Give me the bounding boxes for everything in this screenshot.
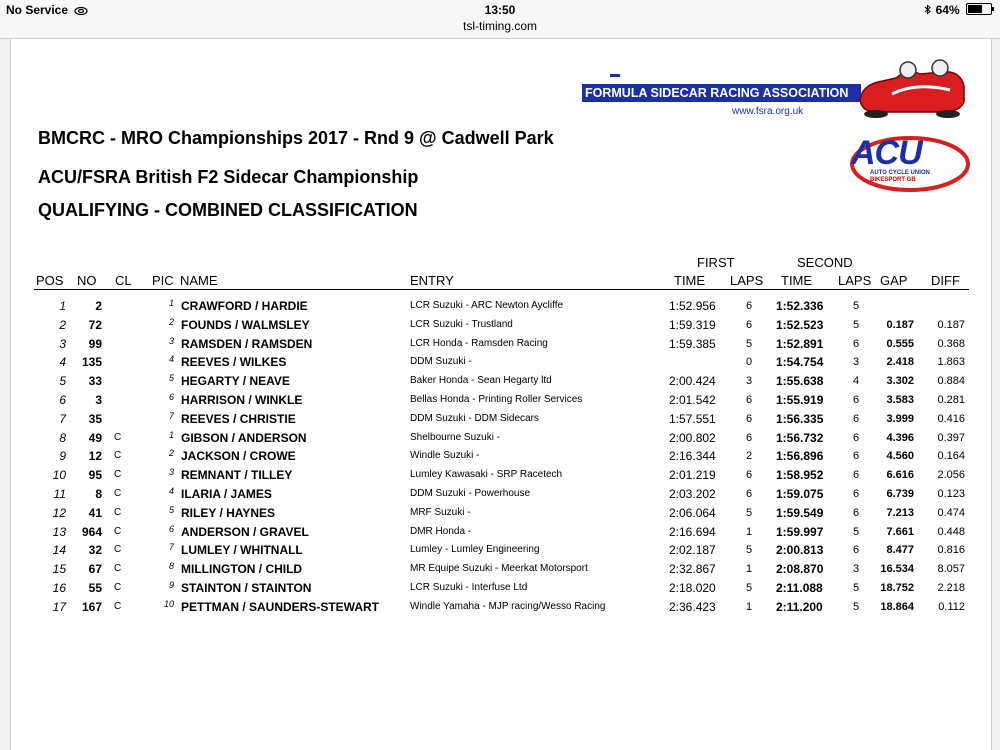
row-first-time: 2:01.542	[669, 393, 716, 407]
row-no: 135	[81, 355, 102, 370]
row-name: REMNANT / TILLEY	[181, 468, 293, 483]
event-title: BMCRC - MRO Championships 2017 - Rnd 9 @ Cadwell Park	[38, 128, 554, 148]
row-second-time: 1:52.336	[776, 299, 824, 313]
row-pic: 9	[168, 580, 174, 590]
row-first-time: 2:36.423	[669, 599, 716, 614]
table-row	[0, 525, 1000, 544]
row-gap: 3.999	[886, 412, 914, 425]
row-entry: LCR Suzuki - Interfuse Ltd	[410, 582, 528, 593]
table-row	[0, 487, 1000, 506]
row-second-laps: 6	[853, 337, 860, 350]
row-second-time: 1:56.335	[776, 411, 824, 426]
row-first-laps: 5	[746, 582, 753, 594]
row-name: PETTMAN / SAUNDERS-STEWART	[181, 599, 379, 614]
row-second-time: 2:00.813	[776, 543, 824, 558]
row-second-laps: 5	[853, 600, 860, 613]
row-second-time: 2:08.870	[776, 562, 824, 577]
row-first-time: 1:52.956	[669, 299, 716, 313]
header-first: FIRST	[697, 255, 735, 270]
row-no: 55	[88, 581, 102, 595]
row-second-laps: 5	[853, 525, 860, 538]
row-class: C	[114, 488, 122, 499]
row-second-time: 1:59.997	[776, 524, 824, 539]
row-first-laps: 2	[746, 450, 753, 463]
table-row	[0, 393, 1000, 412]
row-no: 35	[88, 411, 102, 426]
row-second-laps: 5	[853, 318, 860, 331]
acu-sub-line1: AUTO CYCLE UNION	[870, 170, 930, 176]
row-second-time: 1:54.754	[776, 355, 824, 370]
row-no: 95	[88, 468, 102, 483]
row-name: REEVES / CHRISTIE	[181, 411, 296, 426]
row-name: ILARIA / JAMES	[181, 487, 272, 501]
row-pic: 3	[168, 467, 174, 478]
row-second-time: 1:58.952	[776, 468, 824, 483]
row-name: HEGARTY / NEAVE	[181, 374, 290, 389]
row-pos: 13	[52, 524, 66, 539]
row-name: LUMLEY / WHITNALL	[181, 543, 303, 558]
row-first-time: 2:18.020	[669, 581, 716, 595]
fsra-logo-accent	[610, 74, 620, 77]
row-gap: 7.661	[886, 525, 914, 538]
row-entry: DMR Honda -	[410, 525, 472, 537]
row-no: 3	[95, 393, 102, 407]
row-first-laps: 6	[746, 394, 753, 406]
acu-logo	[846, 134, 972, 196]
row-gap: 8.477	[886, 544, 914, 557]
row-gap: 2.418	[886, 356, 914, 369]
row-first-laps: 6	[746, 300, 753, 312]
acu-logo-text: ACU	[851, 134, 922, 172]
row-second-time: 1:55.638	[776, 374, 824, 389]
row-diff: 1.863	[937, 356, 965, 369]
row-pic: 6	[168, 523, 174, 534]
row-pos: 14	[52, 543, 66, 558]
row-first-laps: 6	[746, 469, 753, 482]
row-second-laps: 6	[853, 431, 860, 444]
row-first-time: 2:01.219	[669, 468, 716, 483]
row-name: REEVES / WILKES	[181, 355, 287, 370]
header-gap: GAP	[880, 273, 908, 288]
row-first-laps: 1	[746, 600, 753, 613]
header-cl: CL	[115, 273, 132, 288]
row-first-time: 2:16.694	[669, 524, 716, 539]
row-entry: Lumley Kawasaki - SRP Racetech	[410, 469, 563, 481]
row-first-laps: 6	[746, 431, 753, 444]
row-second-time: 2:11.200	[776, 599, 823, 614]
table-row	[0, 449, 1000, 468]
row-diff: 2.056	[937, 469, 965, 482]
row-name: GIBSON / ANDERSON	[181, 430, 307, 445]
row-pic: 1	[168, 429, 174, 440]
header-diff: DIFF	[931, 273, 960, 288]
row-class: C	[114, 469, 122, 481]
row-diff: 0.368	[937, 337, 965, 350]
row-second-time: 1:52.523	[776, 317, 824, 332]
table-row	[0, 431, 1000, 450]
row-second-laps: 4	[853, 375, 860, 388]
table-row	[0, 581, 1000, 600]
row-pos: 9	[59, 449, 66, 464]
status-bar	[0, 0, 1000, 20]
row-name: RILEY / HAYNES	[181, 505, 276, 520]
row-pos: 5	[59, 374, 66, 389]
fsra-logo	[582, 56, 972, 122]
header-second-time: TIME	[781, 273, 813, 288]
row-diff: 0.416	[937, 412, 965, 425]
bluetooth-icon	[924, 4, 932, 15]
row-name: HARRISON / WINKLE	[181, 393, 303, 407]
table-row	[0, 299, 1000, 318]
url-text[interactable]: tsl-timing.com	[462, 19, 537, 33]
row-gap: 0.555	[886, 337, 914, 350]
row-first-time: 2:02.187	[669, 543, 716, 558]
status-right	[924, 3, 992, 17]
row-entry: DDM Suzuki -	[410, 356, 472, 368]
row-name: ANDERSON / GRAVEL	[181, 524, 309, 539]
fsra-logo-name: FORMULA SIDECAR RACING ASSOCIATION	[582, 84, 861, 102]
row-pos: 7	[59, 411, 66, 426]
row-name: RAMSDEN / RAMSDEN	[181, 336, 313, 351]
row-entry: LCR Suzuki - ARC Newton Aycliffe	[410, 300, 564, 311]
row-pic: 2	[168, 316, 174, 327]
row-no: 33	[88, 374, 102, 389]
row-pic: 5	[168, 504, 174, 515]
row-first-time: 2:00.424	[669, 374, 716, 389]
row-pos: 2	[59, 317, 66, 332]
row-entry: DDM Suzuki - DDM Sidecars	[410, 412, 539, 424]
row-no: 49	[88, 430, 102, 445]
battery-percent: 64%	[935, 3, 960, 17]
row-pic: 10	[163, 598, 174, 609]
header-no: NO	[77, 273, 97, 288]
row-no: 41	[88, 505, 102, 520]
row-pos: 11	[53, 487, 66, 501]
row-gap: 3.583	[886, 394, 914, 406]
row-first-laps: 6	[746, 318, 753, 331]
header-second-laps: LAPS	[838, 273, 872, 288]
row-first-time: 1:59.319	[669, 317, 716, 332]
row-second-time: 1:56.732	[776, 430, 824, 445]
table-row	[0, 355, 1000, 374]
table-row	[0, 562, 1000, 581]
row-diff: 0.123	[937, 488, 965, 500]
row-entry: MR Equipe Suzuki - Meerkat Motorsport	[410, 563, 588, 575]
row-second-laps: 6	[853, 412, 860, 425]
row-first-time: 2:06.064	[669, 505, 716, 520]
row-pos: 4	[59, 355, 66, 370]
row-gap: 0.187	[886, 318, 914, 331]
row-no: 99	[88, 336, 102, 351]
header-divider	[34, 289, 969, 290]
row-entry: LCR Honda - Ramsden Racing	[410, 337, 548, 349]
row-first-laps: 5	[746, 544, 753, 557]
row-diff: 2.218	[937, 582, 965, 594]
acu-logo-subtitle	[870, 170, 930, 184]
row-first-time: 2:00.802	[669, 430, 716, 445]
row-second-laps: 6	[853, 394, 860, 406]
header-first-laps: LAPS	[730, 273, 764, 288]
row-class: C	[114, 544, 122, 556]
row-gap: 18.752	[880, 582, 914, 594]
row-name: STAINTON / STAINTON	[181, 581, 312, 595]
row-first-laps: 1	[746, 525, 753, 538]
row-second-laps: 6	[853, 469, 860, 482]
row-no: 67	[88, 562, 102, 577]
carrier-label: No Service	[6, 3, 69, 17]
row-second-laps: 6	[853, 544, 860, 557]
row-class: C	[114, 450, 122, 462]
row-diff: 0.816	[937, 544, 965, 557]
row-name: JACKSON / CROWE	[181, 449, 296, 464]
row-class: C	[114, 431, 122, 443]
row-second-laps: 5	[853, 300, 860, 312]
row-no: 12	[88, 449, 102, 464]
row-diff: 0.474	[937, 506, 965, 519]
row-entry: Lumley - Lumley Engineering	[410, 544, 540, 556]
row-second-laps: 6	[853, 506, 860, 519]
row-pic: 8	[168, 561, 174, 572]
row-second-time: 1:59.549	[776, 505, 824, 520]
row-diff: 0.112	[938, 600, 965, 613]
row-class: C	[114, 525, 122, 537]
row-second-time: 1:56.896	[776, 449, 824, 464]
row-entry: Windle Yamaha - MJP racing/Wesso Racing	[410, 600, 606, 612]
row-entry: Bellas Honda - Printing Roller Services	[410, 394, 583, 405]
row-pic: 5	[168, 373, 174, 384]
row-diff: 8.057	[937, 563, 965, 576]
row-first-time: 2:32.867	[669, 562, 716, 577]
row-entry: DDM Suzuki - Powerhouse	[410, 488, 531, 499]
fsra-logo-url: www.fsra.org.uk	[732, 106, 804, 117]
header-first-time: TIME	[674, 273, 706, 288]
battery-fill	[968, 5, 982, 13]
row-entry: Baker Honda - Sean Hegarty ltd	[410, 375, 552, 387]
table-row	[0, 337, 1000, 356]
row-second-laps: 6	[853, 450, 860, 463]
row-pic: 2	[168, 448, 174, 459]
row-no: 167	[81, 599, 102, 614]
acu-sub-line2: BIKESPORT GB	[870, 177, 916, 183]
row-pos: 17	[52, 599, 66, 614]
battery-icon	[966, 3, 992, 15]
address-bar[interactable]	[0, 18, 1000, 39]
row-entry: MRF Suzuki -	[410, 506, 471, 518]
row-first-time: 2:03.202	[669, 487, 716, 501]
row-diff: 0.884	[937, 375, 965, 388]
row-pos: 3	[59, 336, 66, 351]
row-gap: 6.616	[886, 469, 914, 482]
row-pic: 7	[168, 410, 174, 421]
row-first-laps: 5	[746, 337, 753, 350]
table-row	[0, 600, 1000, 619]
session-title: QUALIFYING - COMBINED CLASSIFICATION	[38, 200, 418, 220]
row-diff: 0.187	[937, 318, 965, 331]
row-gap: 4.560	[886, 450, 914, 463]
row-pic: 1	[168, 298, 174, 308]
row-name: FOUNDS / WALMSLEY	[181, 317, 310, 332]
row-pic: 4	[168, 354, 174, 365]
header-name: NAME	[180, 273, 218, 288]
row-class: C	[114, 600, 122, 612]
table-row	[0, 543, 1000, 562]
row-gap: 7.213	[886, 506, 914, 519]
table-row	[0, 468, 1000, 487]
row-entry: Windle Suzuki -	[410, 450, 480, 462]
row-diff: 0.164	[937, 450, 965, 463]
row-pic: 7	[168, 542, 174, 553]
row-class: C	[114, 582, 122, 593]
row-pic: 6	[168, 392, 174, 402]
table-row	[0, 412, 1000, 431]
row-pos: 12	[52, 505, 66, 520]
row-first-time: 1:59.385	[669, 336, 716, 351]
row-pic: 4	[168, 486, 174, 496]
header-pos: POS	[36, 273, 64, 288]
row-diff: 0.397	[937, 431, 965, 444]
row-gap: 16.534	[880, 563, 914, 576]
row-second-time: 1:59.075	[776, 487, 824, 501]
row-diff: 0.281	[937, 394, 965, 406]
row-first-laps: 3	[746, 375, 753, 388]
row-pos: 1	[59, 299, 66, 313]
row-gap: 3.302	[886, 375, 914, 388]
row-second-laps: 3	[853, 356, 860, 369]
row-first-time: 2:16.344	[669, 449, 716, 464]
row-first-laps: 1	[746, 563, 753, 576]
row-pos: 10	[52, 468, 66, 483]
row-entry: Shelbourne Suzuki -	[410, 431, 501, 443]
row-no: 2	[95, 299, 102, 313]
row-second-laps: 3	[853, 563, 860, 576]
row-first-laps: 0	[746, 356, 753, 369]
row-first-laps: 6	[746, 412, 753, 425]
row-no: 964	[81, 524, 102, 539]
row-entry: LCR Suzuki - Trustland	[410, 318, 513, 330]
row-first-time: 1:57.551	[669, 411, 716, 426]
row-second-time: 1:55.919	[776, 393, 824, 407]
table-row	[0, 318, 1000, 337]
header-second: SECOND	[797, 255, 853, 270]
row-name: CRAWFORD / HARDIE	[181, 299, 308, 313]
row-no: 72	[88, 317, 102, 332]
table-row	[0, 506, 1000, 525]
clock: 13:50	[484, 3, 516, 17]
row-first-laps: 6	[746, 488, 753, 500]
row-gap: 6.739	[886, 488, 914, 500]
row-no: 8	[95, 487, 102, 501]
row-diff: 0.448	[937, 525, 965, 538]
sidecar-icon	[856, 56, 968, 120]
row-gap: 4.396	[886, 431, 914, 444]
row-gap: 18.864	[880, 600, 914, 613]
row-pic: 3	[168, 335, 174, 346]
row-pos: 16	[52, 581, 66, 595]
row-second-time: 2:11.088	[776, 581, 823, 595]
row-no: 32	[88, 543, 102, 558]
header-pic: PIC	[152, 273, 174, 288]
row-pos: 6	[59, 393, 66, 407]
row-second-laps: 5	[853, 582, 860, 594]
row-first-laps: 5	[746, 506, 753, 519]
row-name: MILLINGTON / CHILD	[181, 562, 303, 577]
row-class: C	[114, 563, 122, 575]
header-entry: ENTRY	[410, 273, 454, 288]
championship-title: ACU/FSRA British F2 Sidecar Championship	[38, 167, 419, 187]
row-second-laps: 6	[853, 488, 860, 500]
row-pos: 8	[59, 430, 66, 445]
row-class: C	[114, 506, 122, 518]
table-row	[0, 374, 1000, 393]
row-pos: 15	[52, 562, 66, 577]
row-second-time: 1:52.891	[776, 336, 824, 351]
